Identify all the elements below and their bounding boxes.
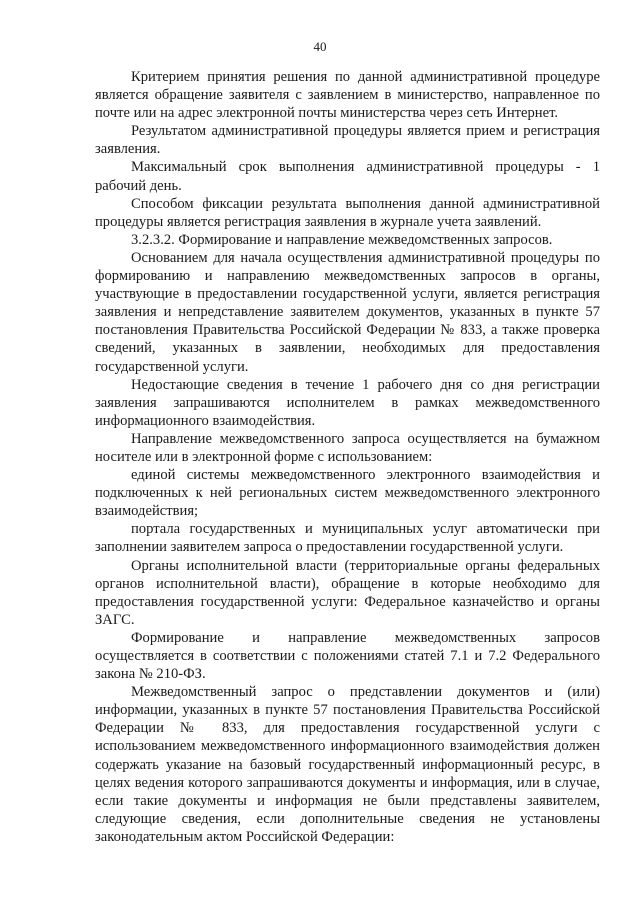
- list-item-smev: единой системы межведомственного электронного взаимодействия и подключенных к ней региональных систем межведомственного электронного взаимодействия;: [95, 467, 600, 520]
- paragraph-grounds: Основанием для начала осуществления административной процедуры по формированию и направлению межведомственных запросов в органы, участвующие в предоставлении государственной услуги, является регистрация заявления и непредставление заявителем документов, указанных в пункте 57 постановления Правительства Российской Федерации № 833, а также проверка сведений, указанных в заявлении, необходимых для предоставления государственной услуги.: [95, 249, 600, 375]
- paragraph-procedure-result: Результатом административной процедуры является прием и регистрация заявления.: [95, 123, 600, 158]
- document-body: [95, 68, 600, 846]
- paragraph-result-recording: Способом фиксации результата выполнения данной административной процедуры является регистрация заявления в журнале учета заявлений.: [95, 195, 600, 230]
- paragraph-request-content: Межведомственный запрос о представлении документов и (или) информации, указанных в пункте 57 постановления Правительства Российской Федерации № 833, для предоставления государственной услуги с использованием межведомственного информационного взаимодействия должен содержать указание на базовый государственный информационный ресурс, в целях ведения которого запрашиваются документы и информация, или в случае, если такие документы и информация не были представлены заявителем, следующие сведения, если дополнительные сведения не установлены законодательным актом Российской Федерации:: [95, 684, 600, 845]
- paragraph-request-channels: Направление межведомственного запроса осуществляется на бумажном носителе или в электронной форме с использованием:: [95, 430, 600, 465]
- paragraph-max-duration: Максимальный срок выполнения административной процедуры - 1 рабочий день.: [95, 159, 600, 194]
- list-item-portal: портала государственных и муниципальных услуг автоматически при заполнении заявителем запроса о предоставлении государственной услуги.: [95, 521, 600, 556]
- paragraph-legal-basis: Формирование и направление межведомственных запросов осуществляется в соответствии с положениями статей 7.1 и 7.2 Федерального закона № 210-ФЗ.: [95, 629, 600, 683]
- paragraph-decision-criterion: Критерием принятия решения по данной административной процедуре является обращение заявителя с заявлением в министерство, направленное по почте или на адрес электронной почты министерства через сеть Интернет.: [95, 69, 600, 122]
- paragraph-missing-info: Недостающие сведения в течение 1 рабочего дня со дня регистрации заявления запрашиваются исполнителем в рамках межведомственного информационного взаимодействия.: [95, 376, 600, 429]
- section-heading-3-2-3-2: 3.2.3.2. Формирование и направление межведомственных запросов.: [131, 231, 553, 248]
- paragraph-authorities: Органы исполнительной власти (территориальные органы федеральных органов исполнительной власти), обращение в которые необходимо для предоставления государственной услуги: Федеральное казначейство и органы ЗАГС.: [95, 557, 600, 628]
- page-number: 40: [313, 39, 327, 54]
